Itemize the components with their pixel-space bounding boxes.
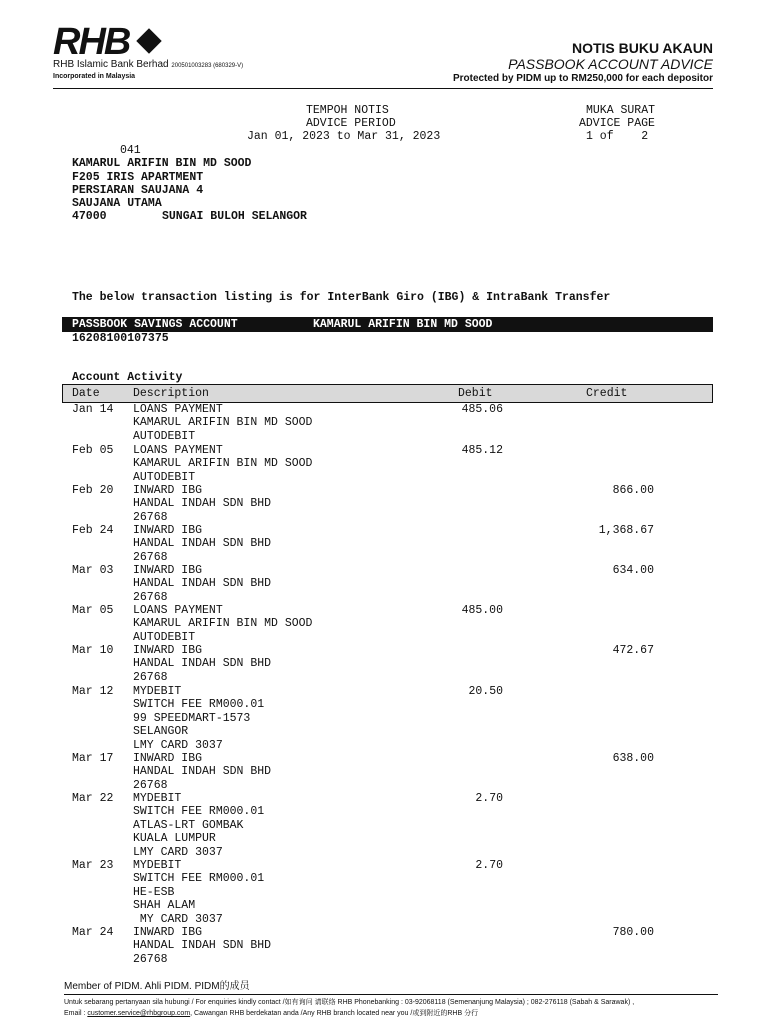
row-description-line: INWARD IBG: [133, 926, 203, 939]
row-date: Mar 12: [72, 685, 114, 698]
row-date: Jan 14: [72, 403, 114, 416]
title-english: PASSBOOK ACCOUNT ADVICE: [508, 56, 713, 72]
row-description-line: 26768: [133, 670, 168, 684]
pidm-member-note: Member of PIDM. Ahli PIDM. PIDM的成员: [64, 981, 250, 992]
row-description-line: MYDEBIT: [133, 792, 182, 805]
row-description-line: INWARD IBG: [133, 484, 203, 497]
row-debit: 485.00: [461, 604, 503, 617]
row-description: [133, 403, 312, 443]
row-description: [133, 564, 271, 604]
row-date: Mar 23: [72, 859, 114, 872]
row-description-line: LOANS PAYMENT: [133, 604, 223, 617]
row-debit: 2.70: [475, 792, 503, 805]
page-label-malay: MUKA SURAT: [586, 104, 656, 117]
row-description: [133, 524, 271, 564]
row-date: Mar 24: [72, 926, 114, 939]
period-label-english: ADVICE PERIOD: [306, 117, 396, 130]
row-description-line: INWARD IBG: [133, 752, 203, 765]
row-description-line: HANDAL INDAH SDN BHD: [133, 497, 272, 511]
row-description-line: 26768: [133, 550, 168, 564]
address-line-1: F205 IRIS APARTMENT: [72, 171, 204, 184]
activity-title: Account Activity: [72, 371, 183, 384]
row-credit: 472.67: [612, 644, 654, 657]
row-description-line: 99 SPEEDMART-1573: [133, 711, 251, 725]
row-debit: 2.70: [475, 859, 503, 872]
row-description: [133, 685, 264, 752]
row-description-line: LMY CARD 3037: [133, 738, 223, 752]
row-description-line: MYDEBIT: [133, 685, 182, 698]
email-label: Email :: [64, 1010, 88, 1017]
page-label-english: ADVICE PAGE: [579, 117, 655, 130]
title-malay: NOTIS BUKU AKAUN: [571, 40, 713, 56]
row-description-line: KUALA LUMPUR: [133, 832, 216, 846]
row-description: [133, 444, 312, 484]
row-credit: 638.00: [612, 752, 654, 765]
branch-code: 041: [120, 144, 141, 157]
row-description-line: INWARD IBG: [133, 644, 203, 657]
col-date: Date: [72, 387, 100, 400]
row-description: [133, 484, 271, 524]
row-description-line: 26768: [133, 510, 168, 524]
row-date: Feb 20: [72, 484, 114, 497]
email-link[interactable]: customer.service@rhbgroup.com: [87, 1010, 191, 1017]
row-description: [133, 859, 264, 926]
row-description-line: LMY CARD 3037: [133, 845, 223, 859]
row-description: [133, 752, 271, 792]
row-credit: 634.00: [612, 564, 654, 577]
footer-divider: [64, 994, 718, 995]
row-date: Mar 03: [72, 564, 114, 577]
footer-branch-text: , Cawangan RHB berdekatan anda /Any RHB branch located near you /或到附近的RHB 分行: [190, 1010, 479, 1017]
row-description-line: 26768: [133, 778, 168, 792]
row-description-line: HANDAL INDAH SDN BHD: [133, 577, 272, 591]
row-description: [133, 926, 271, 966]
row-description-line: INWARD IBG: [133, 524, 203, 537]
address-line-3: SAUJANA UTAMA: [72, 197, 162, 210]
row-description-line: HANDAL INDAH SDN BHD: [133, 657, 272, 671]
page-value: 1 of 2: [586, 130, 649, 143]
period-value: Jan 01, 2023 to Mar 31, 2023: [247, 130, 441, 143]
rhb-logo: RHB: [53, 21, 130, 63]
row-debit: 20.50: [468, 685, 503, 698]
postcode: 47000: [72, 210, 107, 223]
row-description: [133, 604, 312, 644]
row-description-line: SWITCH FEE RM000.01: [133, 805, 265, 819]
account-type: PASSBOOK SAVINGS ACCOUNT: [72, 318, 238, 331]
row-description-line: 26768: [133, 590, 168, 604]
row-description-line: AUTODEBIT: [133, 630, 196, 644]
row-debit: 485.06: [461, 403, 503, 416]
row-description-line: SELANGOR: [133, 725, 189, 739]
row-date: Feb 05: [72, 444, 114, 457]
row-description-line: SWITCH FEE RM000.01: [133, 872, 265, 886]
row-credit: 1,368.67: [598, 524, 654, 537]
bank-registration: 200501003283 (680329-V): [171, 63, 244, 69]
row-description-line: KAMARUL ARIFIN BIN MD SOOD: [133, 416, 313, 430]
row-description-line: SWITCH FEE RM000.01: [133, 698, 265, 712]
row-description-line: HE-ESB: [133, 885, 175, 899]
account-bar: [62, 317, 713, 332]
row-description-line: KAMARUL ARIFIN BIN MD SOOD: [133, 617, 313, 631]
col-credit: Credit: [586, 387, 628, 400]
account-number: 16208100107375: [72, 332, 169, 345]
rhb-diamond-icon: [136, 28, 161, 53]
row-description-line: KAMARUL ARIFIN BIN MD SOOD: [133, 457, 313, 471]
row-description-line: LOANS PAYMENT: [133, 444, 223, 457]
row-description-line: LOANS PAYMENT: [133, 403, 223, 416]
row-description-line: 26768: [133, 952, 168, 966]
row-description-line: SHAH ALAM: [133, 899, 196, 913]
col-description: Description: [133, 387, 209, 400]
row-description-line: HANDAL INDAH SDN BHD: [133, 765, 272, 779]
city: SUNGAI BULOH SELANGOR: [162, 210, 307, 223]
row-date: Feb 24: [72, 524, 114, 537]
customer-name: KAMARUL ARIFIN BIN MD SOOD: [72, 157, 252, 170]
bank-name-line: [53, 59, 243, 72]
row-debit: 485.12: [461, 444, 503, 457]
row-description: [133, 644, 271, 684]
activity-table-header: [62, 384, 713, 403]
address-line-2: PERSIARAN SAUJANA 4: [72, 184, 204, 197]
row-description-line: MY CARD 3037: [133, 912, 223, 926]
row-description-line: ATLAS-LRT GOMBAK: [133, 818, 244, 832]
row-date: Mar 05: [72, 604, 114, 617]
row-credit: 780.00: [612, 926, 654, 939]
row-description: [133, 792, 264, 859]
row-credit: 866.00: [612, 484, 654, 497]
account-holder: KAMARUL ARIFIN BIN MD SOOD: [313, 318, 493, 331]
col-debit: Debit: [458, 387, 493, 400]
row-description-line: HANDAL INDAH SDN BHD: [133, 537, 272, 551]
row-date: Mar 17: [72, 752, 114, 765]
row-date: Mar 22: [72, 792, 114, 805]
incorporated-note: Incorporated in Malaysia: [53, 73, 136, 80]
header-divider: [53, 88, 713, 89]
bank-name: RHB Islamic Bank Berhad: [53, 59, 169, 70]
period-label-malay: TEMPOH NOTIS: [306, 104, 389, 117]
transaction-notice: The below transaction listing is for InterBank Giro (IBG) & IntraBank Transfer: [72, 291, 611, 304]
row-date: Mar 10: [72, 644, 114, 657]
row-description-line: INWARD IBG: [133, 564, 203, 577]
row-description-line: HANDAL INDAH SDN BHD: [133, 939, 272, 953]
row-description-line: AUTODEBIT: [133, 429, 196, 443]
row-description-line: AUTODEBIT: [133, 470, 196, 484]
footer-email-line: [64, 1009, 478, 1018]
footer-contact-line: Untuk sebarang pertanyaan sila hubungi / For enquiries kindly contact /如有询问 请联络 RHB Phonebanking : 03-92068118 (Semenanjung Malaysia) ; 082-276118 (Sabah & Sarawak) ,: [64, 999, 635, 1006]
row-description-line: MYDEBIT: [133, 859, 182, 872]
pidm-note: Protected by PIDM up to RM250,000 for each depositor: [452, 73, 713, 84]
